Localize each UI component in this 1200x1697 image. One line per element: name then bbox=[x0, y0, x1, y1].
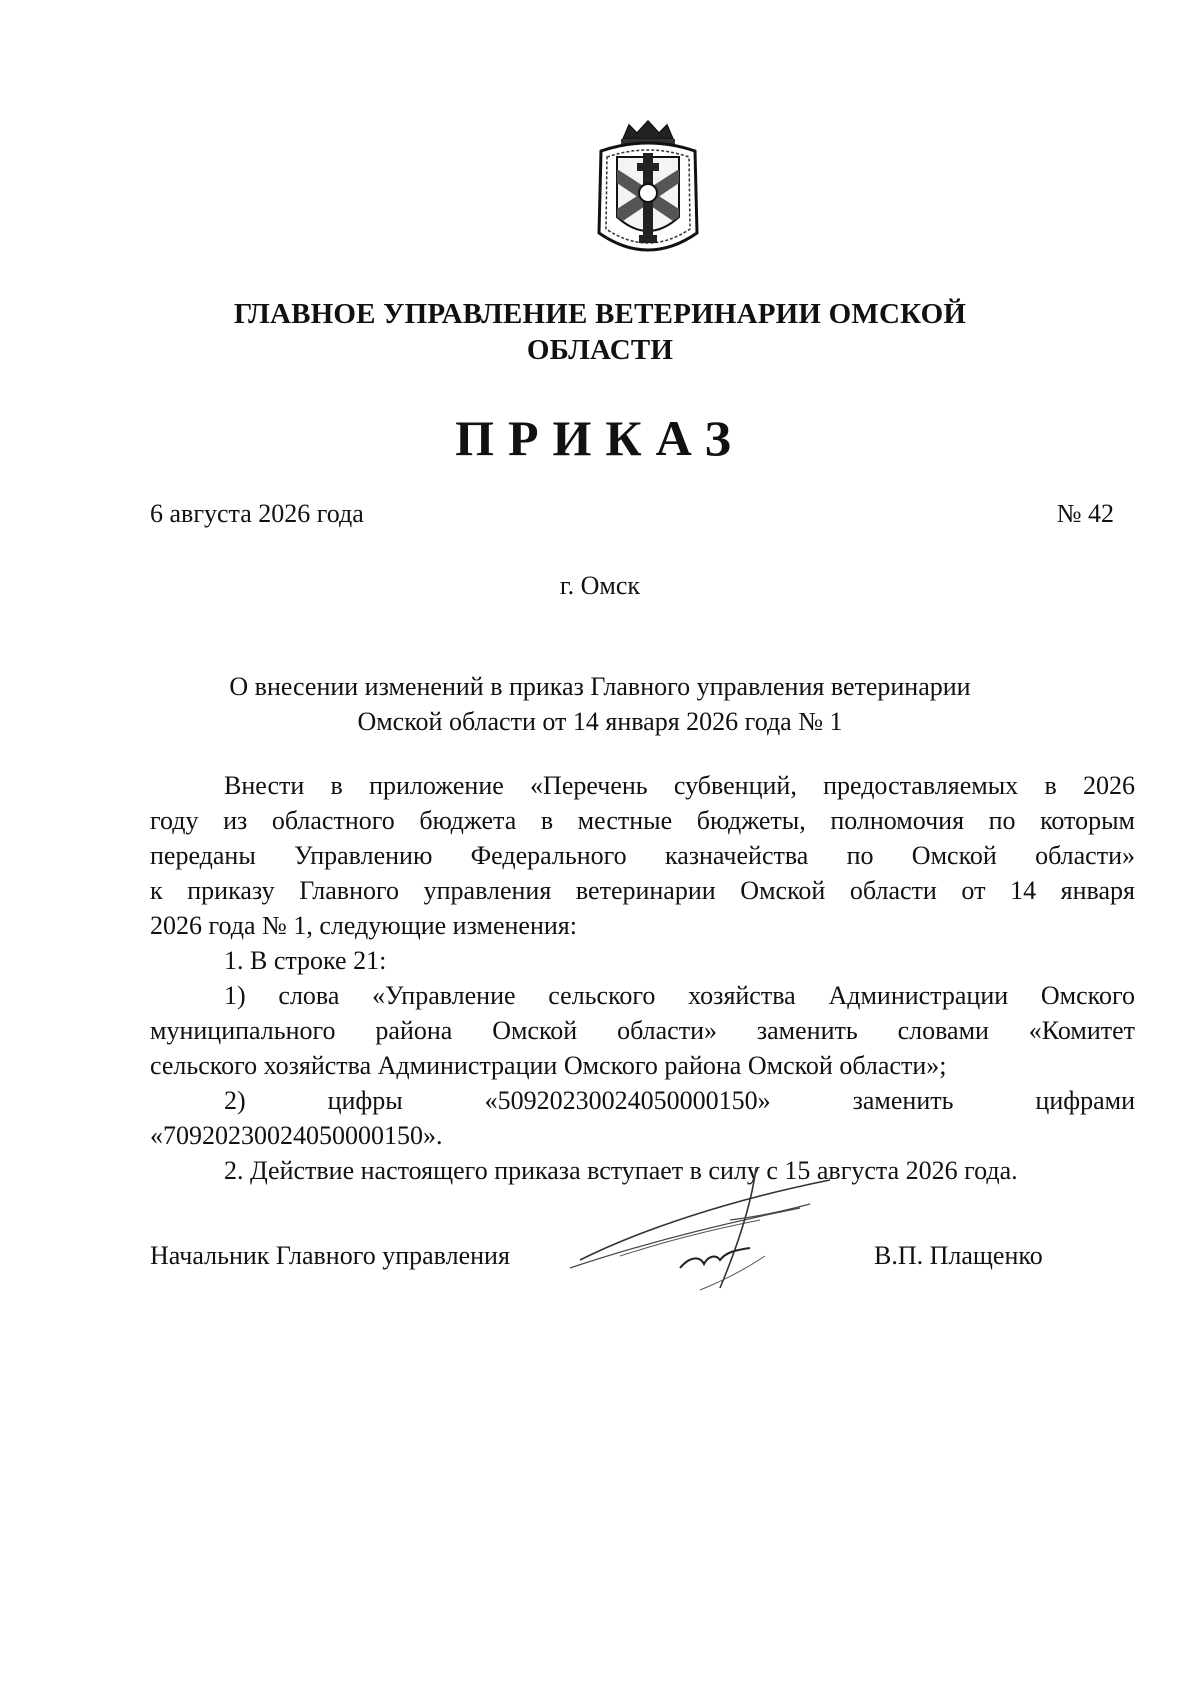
subject-line: Омской области от 14 января 2026 года № 1 bbox=[357, 707, 843, 736]
signatory-name: В.П. Плащенко bbox=[874, 1241, 1043, 1270]
body-line: 1) слова «Управление сельского хозяйства Администрации Омского bbox=[224, 981, 1135, 1010]
document-city: г. Омск bbox=[559, 571, 641, 600]
organization-name-line1: ГЛАВНОЕ УПРАВЛЕНИЕ ВЕТЕРИНАРИИ ОМСКОЙ bbox=[233, 298, 967, 330]
body-line: 2026 года № 1, следующие изменения: bbox=[150, 911, 577, 940]
item-2: 2. Действие настоящего приказа вступает в силу с 15 августа 2026 года. bbox=[224, 1156, 1018, 1185]
signatory-title: Начальник Главного управления bbox=[150, 1241, 510, 1270]
document-date: 6 августа 2026 года bbox=[150, 499, 364, 528]
body-line: Внести в приложение «Перечень субвенций, предоставляемых в 2026 bbox=[224, 771, 1135, 800]
body-line: «70920230024050000150». bbox=[150, 1121, 443, 1150]
item-1-heading: 1. В строке 21: bbox=[224, 946, 387, 975]
document-body bbox=[150, 768, 1135, 1188]
subject-line: О внесении изменений в приказ Главного управления ветеринарии bbox=[229, 672, 971, 701]
document-subject bbox=[150, 669, 1050, 739]
body-line: к приказу Главного управления ветеринарии Омской области от 14 января bbox=[150, 876, 1135, 905]
document-number: № 42 bbox=[1056, 499, 1114, 528]
body-line: году из областного бюджета в местные бюджеты, полномочия по которым bbox=[150, 806, 1135, 835]
body-line: переданы Управлению Федерального казначейства по Омской области» bbox=[150, 841, 1135, 870]
body-line: 2) цифры «50920230024050000150» заменить цифрами bbox=[224, 1086, 1135, 1115]
document-type-title: ПРИКАЗ bbox=[455, 410, 745, 466]
body-line: сельского хозяйства Администрации Омского района Омской области»; bbox=[150, 1051, 947, 1080]
organization-name bbox=[150, 296, 1050, 368]
body-line: муниципального района Омской области» заменить словами «Комитет bbox=[150, 1016, 1135, 1045]
organization-name-line2: ОБЛАСТИ bbox=[526, 334, 674, 366]
handwritten-signature bbox=[560, 1160, 850, 1295]
coat-of-arms-emblem bbox=[593, 117, 703, 263]
